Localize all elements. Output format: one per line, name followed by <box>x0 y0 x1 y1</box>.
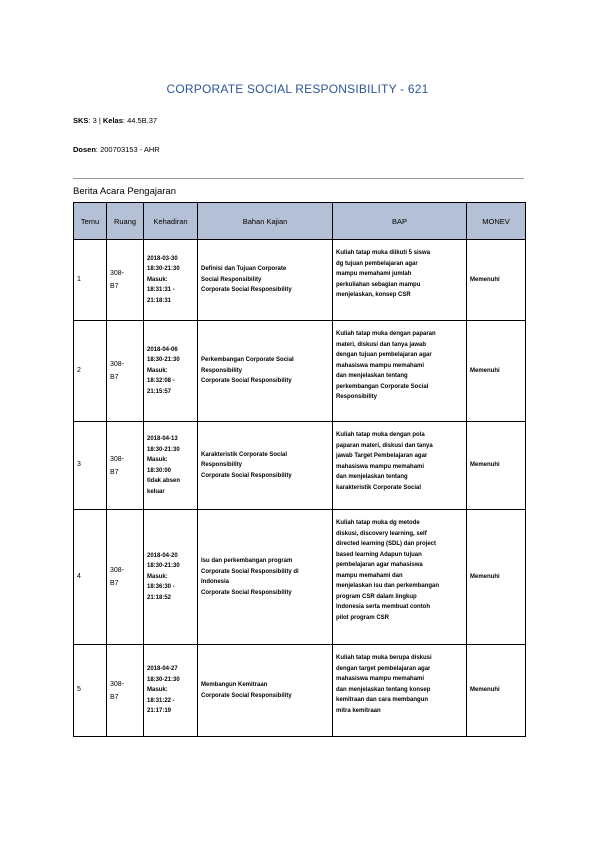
header-bap: BAP <box>333 203 467 240</box>
bahan-line: Corporate Social Responsibility <box>201 589 292 596</box>
bahan-line: Corporate Social Responsibility <box>201 692 292 699</box>
bahan-line: Indonesia <box>201 579 230 585</box>
cell-temu: 5 <box>74 645 107 737</box>
ruang-text: B7 <box>110 580 119 587</box>
bap-line: kemitraan dan cara membangun <box>336 697 429 703</box>
ruang-text: B7 <box>110 283 119 290</box>
bap-line: mahasiswa mampu memahami <box>336 463 425 470</box>
table-row <box>74 321 526 422</box>
bap-line: dg tujuan pembelajaran agar <box>336 260 418 267</box>
kehadiran-line: 21:15:57 <box>147 388 172 395</box>
bap-line: based learning Adapun tujuan <box>336 551 422 558</box>
kehadiran-line: 2018-04-13 <box>147 436 178 442</box>
bap-line: directed learning (SDL) dan project <box>336 541 437 547</box>
bap-line: materi, diskusi dan tanya jawab <box>336 341 427 348</box>
kehadiran-line: 2018-04-06 <box>147 346 178 353</box>
kehadiran-line: keluar <box>147 488 165 495</box>
cell-bahan-kajian <box>198 510 333 645</box>
bap-line: dengan tujuan pembelajaran agar <box>336 352 432 358</box>
section-divider <box>73 178 524 179</box>
kehadiran-line: 18:31:31 - <box>147 287 175 294</box>
bap-line: Responsibility <box>336 394 378 400</box>
table-row <box>74 645 526 737</box>
bap-line: mahasiswa mampu memahami <box>336 362 425 369</box>
cell-bahan-kajian <box>198 321 333 422</box>
bap-line: pilot program CSR <box>336 614 390 621</box>
bap-line: program CSR dalam lingkup <box>336 593 417 600</box>
cell-bahan-kajian <box>198 240 333 321</box>
bap-line: menjelaskan isu dan perkembangan <box>336 583 440 589</box>
cell-monev: Memenuhi <box>467 240 526 321</box>
kehadiran-line: 18:36:30 - <box>147 584 175 591</box>
cell-bap <box>333 240 467 321</box>
bahan-line: Corporate Social Responsibility <box>201 472 292 479</box>
header-bahan-kajian: Bahan Kajian <box>198 203 333 240</box>
kehadiran-line: 21:18:31 <box>147 297 172 304</box>
bap-line: mitra kemitraan <box>336 707 381 714</box>
kehadiran-line: 18:30-21:30 <box>147 446 180 453</box>
table-row <box>74 240 526 321</box>
cell-bahan-kajian <box>198 422 333 510</box>
bap-line: Indonesia serta membuat contoh <box>336 604 431 610</box>
kehadiran-line: 2018-04-27 <box>147 666 178 673</box>
cell-bahan-kajian <box>198 645 333 737</box>
bap-line: menjelaskan, konsep CSR <box>336 292 411 298</box>
cell-monev: Memenuhi <box>467 422 526 510</box>
ruang-text: 308- <box>110 567 125 574</box>
kehadiran-line: Masuk: <box>147 687 168 694</box>
bap-line: mahasiswa mampu memahami <box>336 676 425 682</box>
dosen-label: Dosen <box>73 145 96 154</box>
header-kehadiran: Kehadiran <box>144 203 198 240</box>
kelas-label: Kelas <box>102 116 123 125</box>
bap-line: mampu memahami dan <box>336 572 403 579</box>
teaching-record-table <box>73 202 526 737</box>
bahan-line: Corporate Social Responsibility <box>201 287 292 294</box>
cell-ruang <box>107 645 144 737</box>
cell-bap <box>333 321 467 422</box>
bahan-line: Responsibility <box>201 462 243 469</box>
kehadiran-line: 2018-03-30 <box>147 255 178 262</box>
kehadiran-line: 18:30-21:30 <box>147 266 180 273</box>
ruang-text: 308- <box>110 270 125 277</box>
bahan-line: Corporate Social Responsibility di <box>201 568 299 575</box>
kehadiran-line: tidak absen <box>147 478 181 484</box>
bap-line: Kuliah tatap muka berupa diskusi <box>336 655 432 661</box>
bap-line: Kuliah tatap muka dg metode <box>336 520 420 526</box>
bahan-line: Corporate Social Responsibility <box>201 378 292 385</box>
kelas-value: : 44.5B.37 <box>122 116 158 125</box>
kehadiran-line: 2018-04-20 <box>147 552 178 559</box>
header-monev: MONEV <box>467 203 526 240</box>
cell-kehadiran <box>144 321 198 422</box>
cell-kehadiran <box>144 422 198 510</box>
page-title: CORPORATE SOCIAL RESPONSIBILITY - 621 <box>166 82 429 96</box>
bap-line: paparan materi, diskusi dan tanya <box>336 442 433 449</box>
bahan-line: Membangun Kemitraan <box>201 682 268 688</box>
cell-bap <box>333 645 467 737</box>
bap-line: dan menjelaskan tentang <box>336 373 408 379</box>
kehadiran-line: 18:30:00 <box>147 467 172 474</box>
bap-line: diskusi, discovery learning, self <box>336 530 427 537</box>
table-header-row <box>74 203 526 240</box>
bap-line: karakteristik Corporate Social <box>336 484 422 491</box>
cell-monev: Memenuhi <box>467 510 526 645</box>
bahan-line: Definisi dan Tujuan Corporate <box>201 266 287 273</box>
ruang-text: B7 <box>110 374 119 381</box>
bap-line: dan menjelaskan tentang <box>336 474 408 480</box>
bap-line: jawab Target Pembelajaran agar <box>336 453 428 459</box>
cell-temu: 1 <box>74 240 107 321</box>
header-ruang: Ruang <box>107 203 144 240</box>
kehadiran-line: 21:17:19 <box>147 708 172 715</box>
cell-kehadiran <box>144 240 198 321</box>
bahan-line: Responsibility <box>201 367 243 374</box>
bahan-line: Perkembangan Corporate Social <box>201 357 294 364</box>
bahan-line: Karakteristik Corporate Social <box>201 451 288 458</box>
cell-ruang <box>107 240 144 321</box>
bap-line: Kuliah tatap muka dengan paparan <box>336 331 436 337</box>
kehadiran-line: 18:30-21:30 <box>147 563 180 570</box>
ruang-text: 308- <box>110 455 125 463</box>
ruang-text: 308- <box>110 680 125 688</box>
ruang-text: B7 <box>110 693 119 701</box>
kehadiran-line: Masuk: <box>147 457 168 463</box>
cell-bap <box>333 422 467 510</box>
bap-line: pembelajaran agar mahasiswa <box>336 562 423 568</box>
section-title: Berita Acara Pengajaran <box>73 186 176 197</box>
kehadiran-line: 18:31:22 - <box>147 697 175 704</box>
table-row <box>74 422 526 510</box>
cell-monev: Memenuhi <box>467 645 526 737</box>
cell-temu: 4 <box>74 510 107 645</box>
kehadiran-line: 18:32:08 - <box>147 378 175 385</box>
bap-line: perkembangan Corporate Social <box>336 383 429 390</box>
cell-temu: 3 <box>74 422 107 510</box>
kehadiran-line: 18:30-21:30 <box>147 676 180 683</box>
bap-line: perkuliahan sebagian mampu <box>336 281 421 288</box>
kehadiran-line: Masuk: <box>147 573 168 580</box>
sks-label: SKS <box>73 116 89 125</box>
dosen-value: : 200703153 - AHR <box>95 145 160 154</box>
bahan-line: Social Responsibility <box>201 276 262 283</box>
kehadiran-line: Masuk: <box>147 276 168 283</box>
meta-separator: | <box>96 116 103 125</box>
cell-ruang <box>107 422 144 510</box>
cell-kehadiran <box>144 510 198 645</box>
sks-value: : 3 <box>88 116 97 125</box>
bahan-line: Isu dan perkembangan program <box>201 558 293 564</box>
cell-bap <box>333 510 467 645</box>
lecturer-meta <box>73 145 160 154</box>
header-temu: Temu <box>74 203 107 240</box>
cell-monev: Memenuhi <box>467 321 526 422</box>
bap-line: mampu memahami jumlah <box>336 271 412 277</box>
bap-line: dan menjelaskan tentang konsep <box>336 686 431 693</box>
kehadiran-line: Masuk: <box>147 367 168 374</box>
cell-kehadiran <box>144 645 198 737</box>
cell-ruang <box>107 510 144 645</box>
cell-ruang <box>107 321 144 422</box>
bap-line: Kuliah tatap muka dengan pola <box>336 432 425 438</box>
kehadiran-line: 21:18:52 <box>147 594 172 601</box>
bap-line: Kuliah tatap muka diikuti 5 siswa <box>336 250 431 256</box>
ruang-text: B7 <box>110 468 119 476</box>
table-row <box>74 510 526 645</box>
ruang-text: 308- <box>110 361 125 368</box>
kehadiran-line: 18:30-21:30 <box>147 357 180 364</box>
cell-temu: 2 <box>74 321 107 422</box>
bap-line: dengan target pembelajaran agar <box>336 665 431 672</box>
course-meta <box>73 116 157 125</box>
